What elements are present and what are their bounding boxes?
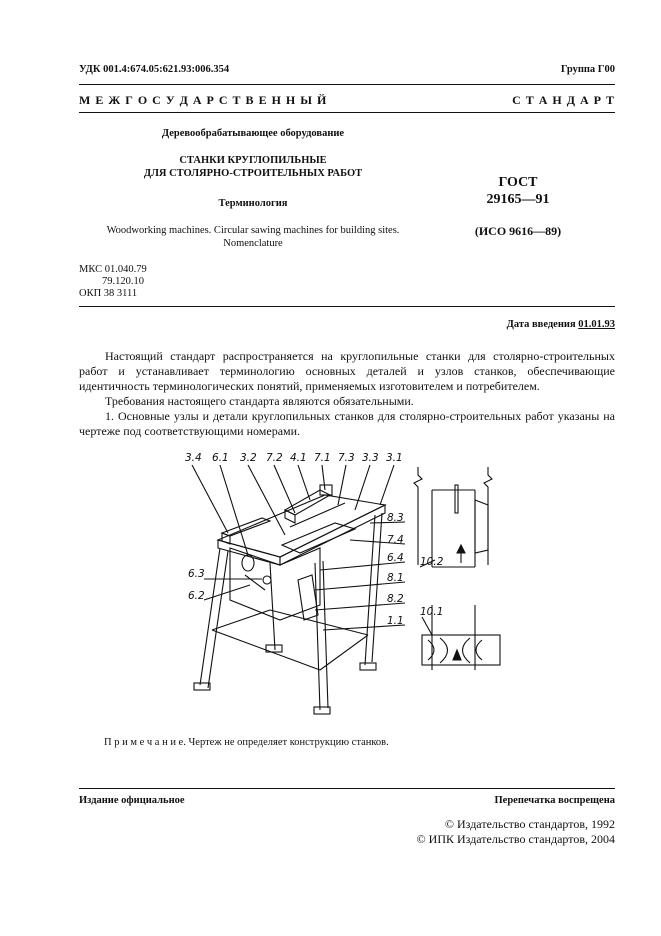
foot-3	[360, 663, 376, 670]
callout-6-4: 6.4	[387, 552, 404, 564]
leader-10-1	[422, 617, 432, 635]
standard-title-line1: СТАНКИ КРУГЛОПИЛЬНЫЕ	[179, 155, 327, 166]
copyright-1992: © Издательство стандартов, 1992	[444, 817, 615, 831]
iso-reference: (ИСО 9616—89)	[474, 224, 562, 238]
standard-title-line2: ДЛЯ СТОЛЯРНО-СТРОИТЕЛЬНЫХ РАБОТ	[143, 168, 363, 179]
leader-3-3	[355, 465, 370, 510]
detail-10-2-blade	[455, 485, 458, 513]
callout-7-1: 7.1	[314, 452, 331, 464]
callout-3-4: 3.4	[185, 452, 202, 464]
note-text: Чертеж не определяет конструкцию станков.	[188, 737, 389, 748]
leader-7-2	[274, 465, 295, 513]
callout-1-1: 1.1	[387, 615, 404, 627]
machine-body	[230, 548, 320, 620]
gost-number: 29165—91	[486, 192, 550, 207]
intro-date	[507, 319, 615, 330]
intro-date-value: 01.01.93	[578, 319, 615, 330]
lever-6-2	[245, 575, 265, 590]
brace-back	[270, 610, 368, 635]
drawing-note	[104, 737, 389, 748]
callout-6-3: 6.3	[188, 568, 205, 580]
category-title: Деревообрабатывающее оборудование	[161, 128, 345, 139]
note-prefix: П р и м е ч а н и е.	[104, 737, 186, 748]
brace-left	[212, 610, 270, 630]
mks-code-1: МКС 01.040.79	[79, 264, 147, 275]
callout-7-3: 7.3	[338, 452, 355, 464]
detail-10-1-arrow-icon	[453, 650, 461, 660]
official-edition: Издание официальное	[79, 795, 185, 806]
mks-code-2: 79.120.10	[102, 276, 144, 287]
header-rule-bottom	[79, 112, 615, 113]
callout-7-2: 7.2	[266, 452, 283, 464]
banner-standard: С Т А Н Д А Р Т	[512, 93, 615, 107]
callout-3-2: 3.2	[240, 452, 257, 464]
blade-guard-front	[285, 510, 295, 523]
leader-7-1	[322, 465, 325, 490]
callout-8-3: 8.3	[387, 512, 404, 524]
detail-10-2-fence	[475, 500, 488, 553]
callout-8-1: 8.1	[387, 572, 404, 584]
leader-7-3	[338, 465, 346, 505]
group-code: Группа Г00	[560, 64, 615, 75]
footer-rule	[79, 788, 615, 789]
foot-2	[314, 707, 330, 714]
leg-front-right	[315, 563, 320, 710]
callout-4-1: 4.1	[290, 452, 307, 464]
callout-3-1: 3.1	[386, 452, 403, 464]
pedal-8-1	[298, 575, 318, 620]
callout-6-1: 6.1	[212, 452, 229, 464]
handwheel-6-1	[242, 555, 254, 571]
intro-date-label: Дата введения	[506, 319, 576, 330]
leader-4-1	[298, 465, 310, 500]
udk-code: УДК 001.4:674.05:621.93:006.354	[79, 64, 230, 75]
leg-front-right-inner	[323, 561, 328, 708]
leader-3-1	[380, 465, 394, 505]
header-rule-top	[79, 84, 615, 85]
okp-code: ОКП 38 3111	[79, 288, 138, 299]
standard-subtitle: Терминология	[218, 198, 288, 209]
callout-6-2: 6.2	[188, 590, 205, 602]
callout-8-2: 8.2	[387, 593, 404, 605]
callout-7-4: 7.4	[387, 534, 404, 546]
reprint-prohibited: Перепечатка воспрещена	[494, 795, 615, 806]
paragraph-scope: Настоящий стандарт распространяется на круглопильные станки для столярно-строительных работ и устанавливает терминологию основных деталей и узлов станков, обеспечивающие идентичность терминологических понятий, применяемых изготовителем и потребителем.	[79, 349, 615, 393]
copyright-2004: © ИПК Издательство стандартов, 2004	[416, 832, 615, 846]
paragraph-item-1: 1. Основные узлы и детали круглопильных станков для столярно-строительных работ указаны на чертеже под соответствующими номерами.	[79, 409, 615, 438]
banner-interstate: М Е Ж Г О С У Д А Р С Т В Е Н Н Ы Й	[79, 93, 328, 107]
fence-3-4-front	[222, 533, 230, 544]
english-title-line2: Nomenclature	[223, 238, 283, 249]
brace-side	[320, 635, 368, 670]
motor-knob-6-3	[263, 576, 271, 584]
leg-front-left-inner	[208, 551, 228, 688]
saw-machine-drawing	[170, 445, 520, 725]
detail-10-2-arrow-icon	[457, 545, 465, 553]
detail-break-line-left	[414, 467, 422, 565]
paragraph-requirements: Требования настоящего стандарта являются обязательными.	[105, 394, 414, 408]
callout-10-1: 10.1	[420, 606, 444, 618]
leader-6-2	[204, 585, 250, 600]
callout-10-2: 10.2	[420, 556, 444, 568]
gost-label: ГОСТ	[498, 175, 538, 190]
callout-3-3: 3.3	[362, 452, 379, 464]
leg-back-left	[270, 563, 275, 650]
classification-rule	[79, 306, 615, 307]
foot-1	[194, 683, 210, 690]
english-title-line1: Woodworking machines. Circular sawing machines for building sites.	[106, 225, 400, 236]
